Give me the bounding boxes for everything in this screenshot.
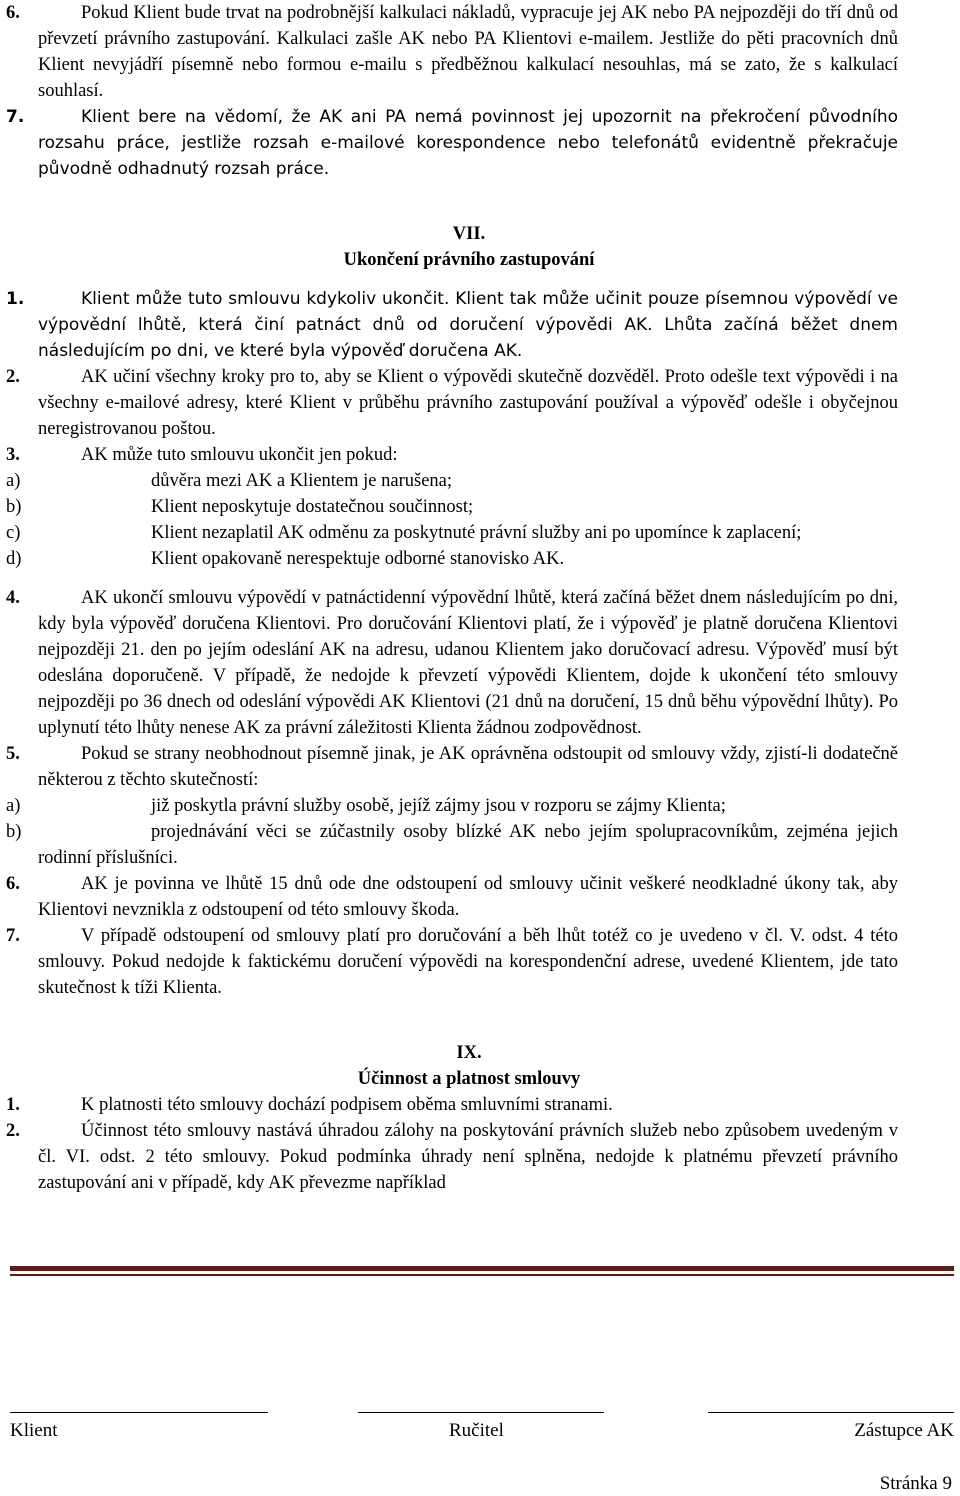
- item-text: K platnosti této smlouvy dochází podpisem oběma smluvními stranami.: [81, 1095, 613, 1115]
- sub-item-text: projednávání věci se zúčastnily osoby blízké AK nebo jejím spolupracovníkům, zejména jejich rodinní příslušníci.: [38, 822, 898, 868]
- sub-item-d: [0, 546, 960, 572]
- item-number: 1.: [6, 1095, 20, 1115]
- signature-label-representative: Zástupce AK: [854, 1420, 954, 1441]
- item-number: 2.: [6, 367, 20, 387]
- item-text: Klient může tuto smlouvu kdykoliv ukončit. Klient tak může učinit pouze písemnou výpovědí ve výpovědní lhůtě, která činí patnáct dnů od doručení výpovědi AK. Lhůta začíná běžet dnem následujícím po dni, ve které byla výpověď doručena AK.: [38, 289, 898, 361]
- sub-item-letter: b): [6, 822, 22, 842]
- page-number: Stránka 9: [879, 1473, 952, 1494]
- sub-item-letter: d): [6, 549, 22, 569]
- item-text: AK může tuto smlouvu ukončit jen pokud:: [81, 445, 398, 465]
- item-text: AK ukončí smlouvu výpovědí v patnáctidenní výpovědní lhůtě, která začíná běžet dnem následujícím po dni, kdy byla výpověď doručena Klientovi. Pro doručování Klientovi platí, že i výpověď je platně doručena Klientovi nejpozději 21. den po jejím odeslání AK na adresu, udanou Klientem jako doručovací adresu. Výpověď musí být odeslána doporučeně. V případě, že nedojde k převzetí výpovědi Klientem, dojde k ukončení této smlouvy nejpozději po 36 dnech od odeslání výpovědi AK Klientovi (21 dnů na doručení, 15 dnů běhu výpovědní lhůty). Po uplynutí této lhůty nenese AK za právní záležitosti Klienta žádnou zodpovědnost.: [38, 588, 898, 738]
- item-text: Pokud Klient bude trvat na podrobnější kalkulaci nákladů, vypracuje jej AK nebo PA nejpozději do tří dnů od převzetí právního zastupování. Kalkulaci zašle AK nebo PA Klientovi e-mailem. Jestliže do pěti pracovních dnů Klient nevyjádří písemně nebo formou e-mailu s předběžnou kalkulací nesouhlas, má se zato, že s kalkulací souhlasí.: [38, 3, 898, 101]
- signature-label-guarantor: Ručitel: [449, 1420, 504, 1441]
- section-vii-number: VII.: [452, 224, 486, 244]
- sub-item-text: Klient opakovaně nerespektuje odborné stanovisko AK.: [151, 549, 565, 569]
- item-number: 2.: [6, 1121, 20, 1141]
- sub-item-letter: b): [6, 497, 22, 517]
- section-ix-number: IX.: [456, 1043, 482, 1063]
- sub-item-a: [0, 793, 960, 819]
- item-number: 3.: [6, 445, 20, 465]
- section-ix-item-2: [0, 1118, 960, 1196]
- item-number: 6.: [6, 3, 20, 23]
- footer-rule-thin: [10, 1274, 954, 1276]
- item-number: 7.: [6, 107, 25, 127]
- item-number: 7.: [6, 926, 20, 946]
- sub-item-b: [0, 494, 960, 520]
- section-ix-title: Účinnost a platnost smlouvy: [357, 1069, 581, 1089]
- item-text: AK učiní všechny kroky pro to, aby se Klient o výpovědi skutečně dozvěděl. Proto odešle text výpovědi i na všechny e-mailové adresy, které Klient v průběhu právního zastupování používal a výpověď odešle i obyčejnou neregistrovanou poštou.: [38, 367, 898, 439]
- clause-7-item: [0, 104, 960, 182]
- item-text: Pokud se strany neobhodnout písemně jinak, je AK oprávněna odstoupit od smlouvy vždy, zjistí-li dodatečně některou z těchto skutečností:: [38, 744, 898, 790]
- section-vii-title: Ukončení právního zastupování: [343, 250, 595, 270]
- footer-rule-thick: [10, 1266, 954, 1271]
- item-text: Účinnost této smlouvy nastává úhradou zálohy na poskytování právních služeb nebo způsobem uvedeným v čl. VI. odst. 2 této smlouvy. Pokud podmínka úhrady není splněna, nedojde k platnému převzetí právního zastupování ani v případě, kdy AK převezme například: [38, 1121, 898, 1193]
- section-vii-item-1: [0, 286, 960, 364]
- sub-item-letter: c): [6, 523, 21, 543]
- signature-line-client: [10, 1412, 268, 1413]
- section-vii-item-7: [0, 923, 960, 1001]
- sub-item-a: [0, 468, 960, 494]
- signature-line-representative: [708, 1412, 954, 1413]
- clause-6-item: [0, 0, 960, 104]
- signature-label-client: Klient: [10, 1420, 58, 1441]
- sub-item-text: Klient nezaplatil AK odměnu za poskytnuté právní služby ani po upomínce k zaplacení;: [151, 523, 802, 543]
- sub-item-b: [0, 819, 960, 871]
- sub-item-text: Klient neposkytuje dostatečnou součinnost;: [151, 497, 474, 517]
- item-number: 5.: [6, 744, 20, 764]
- item-number: 6.: [6, 874, 20, 894]
- section-vii-item-5: [0, 741, 960, 793]
- section-vii-item-6: [0, 871, 960, 923]
- item-text: V případě odstoupení od smlouvy platí pro doručování a běh lhůt totéž co je uvedeno v čl. V. odst. 4 této smlouvy. Pokud nedojde k faktickému doručení výpovědi na korespondenční adrese, uvedené Klientem, jde tato skutečnost k tíži Klienta.: [38, 926, 898, 998]
- sub-item-letter: a): [6, 471, 21, 491]
- signature-line-guarantor: [358, 1412, 604, 1413]
- section-vii-item-2: [0, 364, 960, 442]
- sub-item-c: [0, 520, 960, 546]
- sub-item-text: již poskytla právní služby osobě, jejíž zájmy jsou v rozporu se zájmy Klienta;: [151, 796, 726, 816]
- item-number: 1.: [6, 289, 25, 309]
- section-ix-item-1: [0, 1092, 960, 1118]
- sub-item-letter: a): [6, 796, 21, 816]
- item-text: AK je povinna ve lhůtě 15 dnů ode dne odstoupení od smlouvy učinit veškeré neodkladné úkony tak, aby Klientovi nevznikla z odstoupení od této smlouvy škoda.: [38, 874, 898, 920]
- item-text: Klient bere na vědomí, že AK ani PA nemá povinnost jej upozornit na překročení původního rozsahu práce, jestliže rozsah e-mailové korespondence nebo telefonátů evidentně překračuje původně odhadnutý rozsah práce.: [38, 107, 898, 179]
- item-number: 4.: [6, 588, 20, 608]
- sub-item-text: důvěra mezi AK a Klientem je narušena;: [151, 471, 453, 491]
- section-vii-item-3: [0, 442, 960, 468]
- section-vii-item-4: [0, 585, 960, 741]
